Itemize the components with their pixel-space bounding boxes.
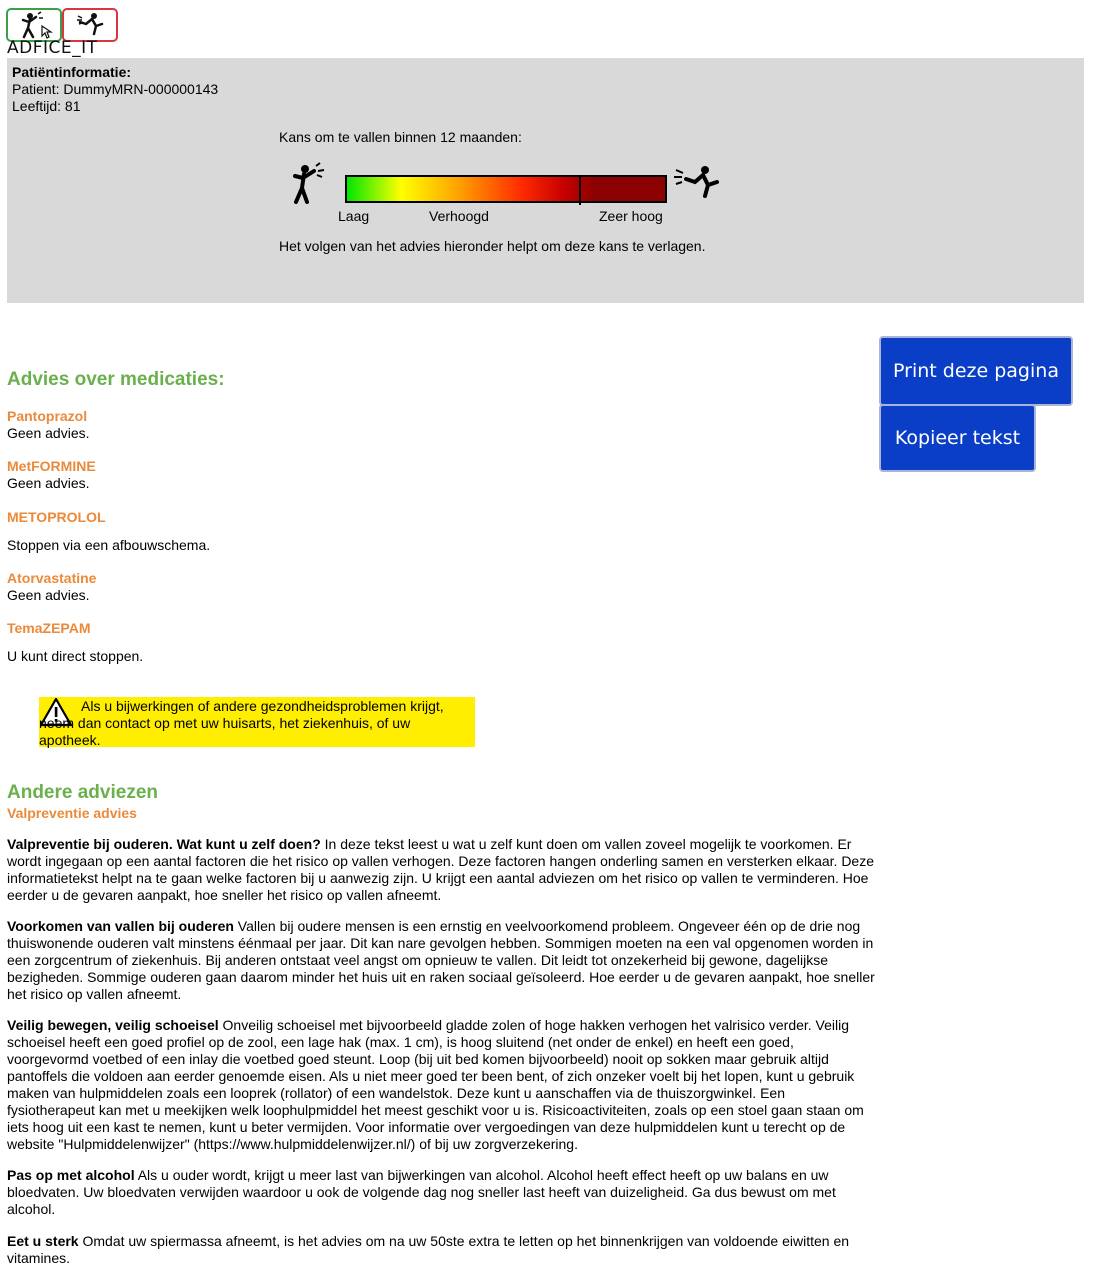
adfice-logo — [6, 8, 118, 58]
advice-paragraph — [7, 918, 875, 1003]
risk-label-mid: Verhoogd — [429, 208, 489, 224]
patient-info-panel — [7, 58, 1084, 303]
logo-red-box — [62, 8, 118, 42]
advice-paragraph — [7, 1017, 875, 1153]
medication-name: TemaZEPAM — [7, 620, 91, 636]
fall-risk-title: Kans om te vallen binnen 12 maanden: — [279, 129, 522, 145]
medication-name: Pantoprazol — [7, 408, 88, 424]
paragraph-title: Voorkomen van vallen bij ouderen — [7, 918, 234, 934]
medication-advice: U kunt direct stoppen. — [7, 648, 144, 664]
patient-id: Patient: DummyMRN-000000143 — [12, 81, 219, 97]
print-page-button[interactable]: Print deze pagina — [879, 336, 1073, 406]
falling-person-icon — [64, 10, 116, 40]
brand-name: ADFICE_IT — [7, 38, 98, 58]
paragraph-title: Veilig bewegen, veilig schoeisel — [7, 1017, 219, 1033]
fall-risk-bar — [345, 175, 667, 203]
copy-text-button[interactable]: Kopieer tekst — [879, 404, 1036, 472]
advice-paragraph — [7, 1233, 875, 1267]
paragraph-body: Als u ouder wordt, krijgt u meer last van bijwerkingen van alcohol. Alcohol heeft effect heeft op uw balans en uw bloedvaten. Uw bloedvaten verwijden waardoor u ook de volgende dag nog sneller last heeft van duizeligheid. Ga dus bewust om met alcohol. — [7, 1167, 836, 1217]
paragraph-title: Pas op met alcohol — [7, 1167, 135, 1183]
warning-text: Als u bijwerkingen of andere gezondheidsproblemen krijgt, neem dan contact op met uw huisarts, het ziekenhuis, of uw apotheek. — [39, 698, 444, 748]
risk-note: Het volgen van het advies hieronder helpt om deze kans te verlagen. — [279, 238, 706, 254]
medication-name: METOPROLOL — [7, 509, 106, 525]
logo-green-box — [6, 8, 62, 42]
paragraph-title: Eet u sterk — [7, 1233, 79, 1249]
medication-advice: Geen advies. — [7, 475, 90, 491]
medication-name: Atorvastatine — [7, 570, 97, 586]
standing-person-icon — [8, 10, 60, 40]
fall-prevention-subheading: Valpreventie advies — [7, 805, 137, 821]
other-advice-heading: Andere adviezen — [7, 782, 158, 803]
medication-name: MetFORMINE — [7, 458, 96, 474]
patient-info — [12, 64, 218, 115]
patient-info-header: Patiëntinformatie: — [12, 64, 132, 80]
paragraph-title: Valpreventie bij ouderen. Wat kunt u zelf doen? — [7, 836, 321, 852]
medication-advice-heading: Advies over medicaties: — [7, 369, 225, 390]
advice-paragraph — [7, 1167, 875, 1218]
medication-advice: Geen advies. — [7, 587, 90, 603]
risk-label-low: Laag — [338, 208, 370, 224]
paragraph-body: Omdat uw spiermassa afneemt, is het advies om na uw 50ste extra te letten op het binnenkrijgen van voldoende eiwitten en vitamines. — [7, 1233, 850, 1266]
advice-paragraph — [7, 836, 875, 904]
paragraph-body: Vallen bij oudere mensen is een ernstig en veelvoorkomend probleem. Ongeveer één op de drie nog thuiswonende ouderen valt minstens éénmaal per jaar. Dit kan nare gevolgen hebben. Sommigen moeten na een val opgenomen worden in een zorgcentrum of ziekenhuis. Bij anderen ontstaat veel angst om opnieuw te vallen. Dit leidt tot onzekerheid bij gewone, dagelijkse bezigheden. Sommige ouderen gaan daarom minder het huis uit en raken sociaal geïsoleerd. Hoe eerder u de gevaren aanpakt, hoe sneller het risico op vallen afneemt. — [7, 918, 875, 1002]
falling-person-icon — [671, 162, 723, 202]
paragraph-body: Onveilig schoeisel met bijvoorbeeld gladde zolen of hoge hakken verhogen het valrisico verder. Veilig schoeisel heeft een goed profiel op de zool, een lage hak (max. 1 cm), is hoog sluitend (net onder de enkel) en heeft een goed, voorgevormd voetbed of een inlay die voetbed goed steunt. Loop (bij uit bed komen bijvoorbeeld) nooit op sokken maar gebruik altijd pantoffels die voldoen aan eerder genoemde eisen. Als u niet meer goed ter been bent, of zich onzeker voelt bij het lopen, kunt u gebruik maken van hulpmiddelen zoals een looprek (rollator) of een wandelstok. Deze kunt u aanschaffen via de thuiszorgwinkel. Een fysiotherapeut kan met u meekijken welk loophulpmiddel het meest geschikt voor u is. Risicoactiviteiten, zoals op een stoel gaan staan om iets hoog uit een kast te nemen, kunt u beter vermijden. Voor informatie over vergoedingen van deze hulpmiddelen kunt u terecht op de website "Hulpmiddelenwijzer" (https://www.hulpmiddelenwijzer.nl/) of bij uw zorgverzekering. — [7, 1017, 864, 1152]
medication-advice: Geen advies. — [7, 425, 90, 441]
medication-advice: Stoppen via een afbouwschema. — [7, 537, 211, 553]
risk-label-high: Zeer hoog — [599, 208, 663, 224]
side-effects-warning — [39, 697, 475, 747]
paragraph-body: In deze tekst leest u wat u zelf kunt doen om vallen zoveel mogelijk te voorkomen. Er wordt ingegaan op een aantal factoren die het risico op vallen verhogen. Deze factoren hangen onderling samen en versterken elkaar. Deze informatietekst helpt na te gaan welke factoren bij u aanwezig zijn. U krijgt een aantal adviezen om het risico op vallen te verminderen. Hoe eerder u de gevaren aanpakt, hoe sneller het risico op vallen afneemt. — [7, 836, 875, 903]
patient-age: Leeftijd: 81 — [12, 98, 81, 114]
standing-person-icon — [287, 162, 327, 206]
fall-risk-marker — [579, 175, 581, 205]
